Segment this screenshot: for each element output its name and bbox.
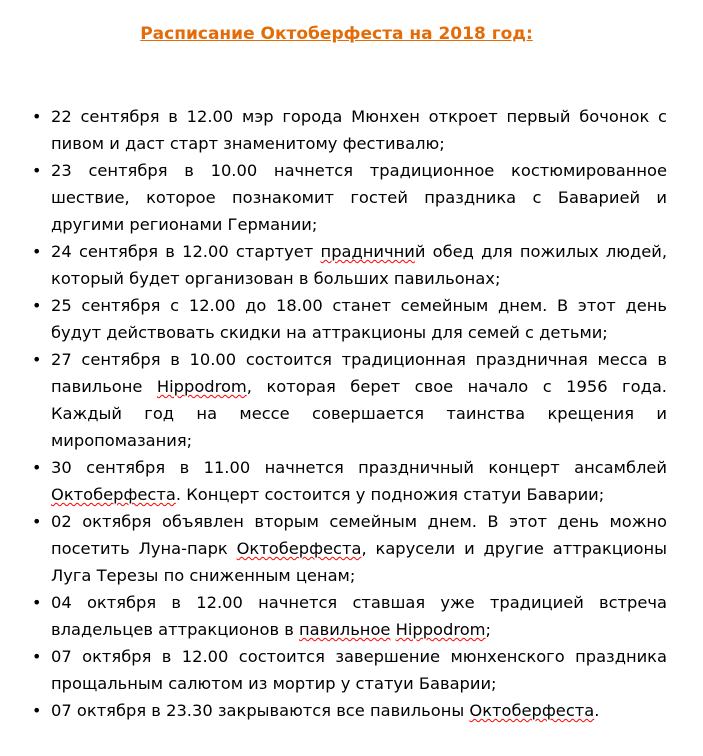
schedule-item [0, 238, 667, 292]
misspelled-word: праднични [320, 242, 415, 261]
document-title: Расписание Октоберфеста на 2018 год: [140, 24, 533, 44]
misspelled-word: Октоберфеста [236, 539, 362, 558]
schedule-item [0, 508, 667, 589]
item-text: ; [485, 620, 492, 639]
bullet-icon: • [32, 593, 42, 612]
schedule-item [0, 697, 667, 724]
item-text: 04 октября в 12.00 начнется ставшая уже традицией встреча владельцев аттракционов в [51, 593, 667, 639]
schedule-item [0, 643, 667, 697]
item-text: й обед для пожилых людей, который будет организован в больших павильонах; [51, 242, 667, 288]
bullet-icon: • [32, 647, 42, 666]
bullet-icon: • [32, 512, 42, 531]
item-text: 27 сентября в 10.00 состоится традиционная праздничная месса в павильоне [51, 350, 667, 396]
misspelled-word: Октоберфеста [51, 485, 176, 504]
item-text: 23 сентября в 10.00 начнется традиционное костюмированное шествие, которое познакомит гостей праздника с Баварией и другими регионами Германии; [51, 161, 667, 234]
item-text: 22 сентября в 12.00 мэр города Мюнхен откроет первый бочонок с пивом и даст старт знаменитому фестивалю; [51, 107, 667, 153]
schedule-list [0, 103, 703, 724]
misspelled-word: Октоберфеста [469, 701, 595, 720]
item-text: , которая берет свое начало с 1956 года. Каждый год на мессе совершается таинства крещения и миропомазания; [51, 377, 667, 450]
bullet-icon: • [32, 107, 42, 126]
item-text: 25 сентября с 12.00 до 18.00 станет семейным днем. В этот день будут действовать скидки на аттракционы для семей с детьми; [51, 296, 667, 342]
item-text: 24 сентября в 12.00 стартует [51, 242, 321, 261]
bullet-icon: • [32, 161, 42, 180]
schedule-item [0, 292, 667, 346]
item-text: 07 октября в 23.30 закрываются все павильоны [51, 701, 470, 720]
misspelled-word: павильное [299, 620, 391, 639]
schedule-item [0, 103, 667, 157]
schedule-item [0, 346, 667, 454]
misspelled-word: Hippodrom [395, 620, 486, 639]
item-text: 07 октября в 12.00 состоится завершение мюнхенского праздника прощальным салютом из мортир у статуи Баварии; [51, 647, 667, 693]
schedule-item [0, 589, 667, 643]
item-text: , карусели и другие аттракционы Луга Терезы по сниженным ценам; [51, 539, 667, 585]
schedule-item [0, 157, 667, 238]
item-text: 30 сентября в 11.00 начнется праздничный концерт ансамблей [51, 458, 667, 477]
item-text: . [594, 701, 600, 720]
item-text: . Концерт состоится у подножия статуи Баварии; [175, 485, 605, 504]
bullet-icon: • [32, 242, 42, 261]
bullet-icon: • [32, 296, 42, 315]
misspelled-word: Hippodrom [156, 377, 247, 396]
bullet-icon: • [32, 350, 42, 369]
bullet-icon: • [32, 701, 42, 720]
bullet-icon: • [32, 458, 42, 477]
item-text: 02 октября объявлен вторым семейным днем. В этот день можно посетить Луна-парк [51, 512, 667, 558]
schedule-item [0, 454, 667, 508]
